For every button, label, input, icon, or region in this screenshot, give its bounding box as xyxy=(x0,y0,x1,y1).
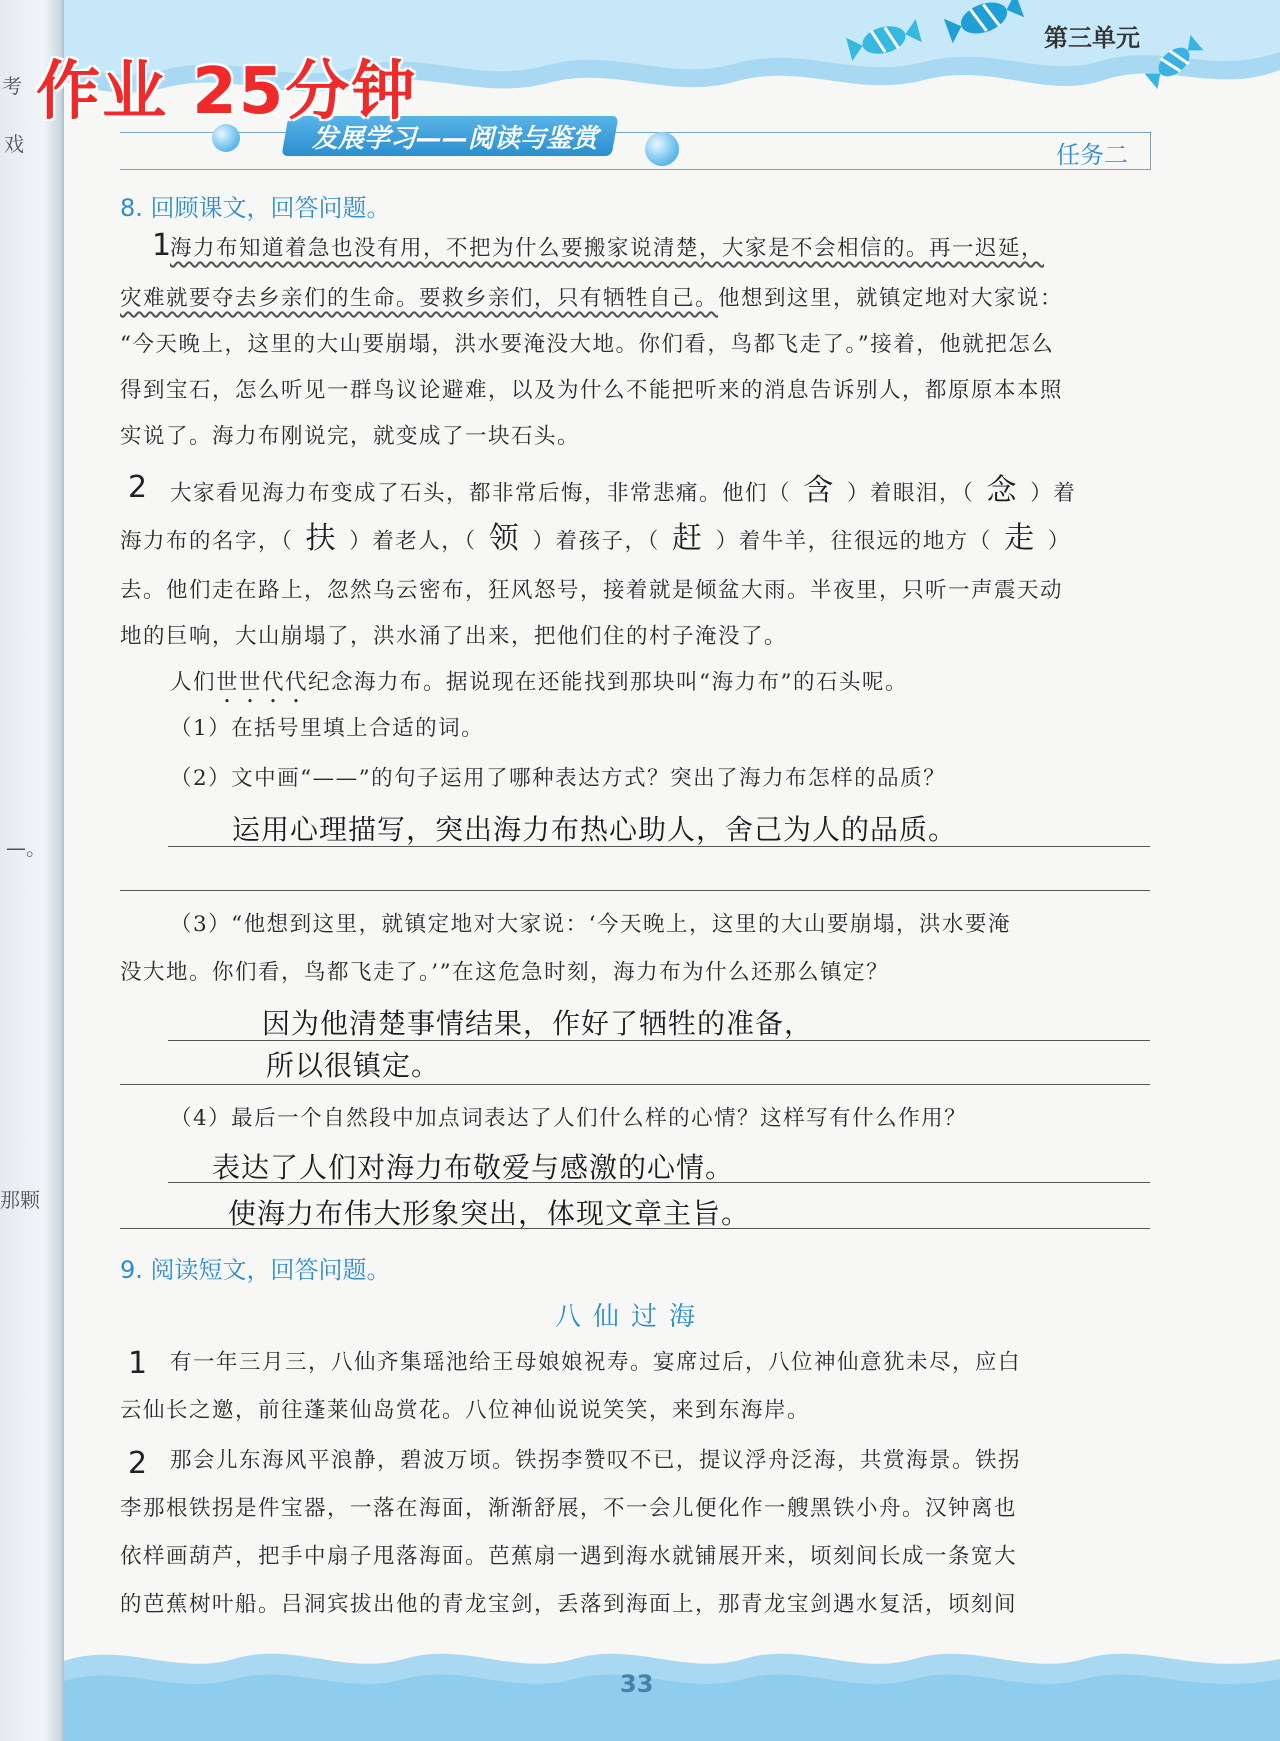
handwritten-answer: 使海力布伟大形象突出，体现文章主旨。 xyxy=(228,1197,751,1230)
question-8-heading: 8. 回顾课文，回答问题。 xyxy=(120,194,391,222)
passage-line: 得到宝石，怎么听见一群鸟议论避难，以及为什么不能把听来的消息告诉别人，都原原本本照 xyxy=(120,378,1064,403)
passage-line: 云仙长之邀，前往蓬莱仙岛赏花。八位神仙说说笑笑，来到东海岸。 xyxy=(120,1398,811,1423)
passage-line: 人们世世代代纪念海力布。据说现在还能找到那块叫“海力布”的石头呢。 xyxy=(170,670,909,695)
passage-line: 地的巨响，大山崩塌了，洪水涌了出来，把他们住的村子淹没了。 xyxy=(120,624,788,649)
sub-question-1: （1）在括号里填上合适的词。 xyxy=(170,716,485,741)
answer-line xyxy=(168,1040,1150,1041)
passage-line: 的芭蕉树叶船。吕洞宾拔出他的青龙宝剑，丢落到海面上，那青龙宝剑遇水复活，顷刻间 xyxy=(120,1592,1018,1617)
fill-blank-answer: 含 xyxy=(803,473,835,508)
section-rule xyxy=(120,132,1151,170)
bottom-wave-decoration xyxy=(64,1601,1280,1741)
page-number: 33 xyxy=(620,1670,654,1698)
dotted-words: 世世代代 xyxy=(216,670,309,695)
sub-question-4: （4）最后一个自然段中加点词表达了人们什么样的心情？这样写有什么作用？ xyxy=(170,1106,968,1131)
passage-line xyxy=(170,234,1150,264)
bubble-decoration xyxy=(645,132,679,166)
passage-line: 有一年三月三，八仙齐集瑶池给王母娘娘祝寿。宴席过后，八位神仙意犹未尽，应白 xyxy=(170,1350,1022,1375)
homework-time-overlay: 作业 25分钟 xyxy=(36,55,418,129)
answer-line xyxy=(168,846,1150,847)
passage-line: 实说了。海力布刚说完，就变成了一块石头。 xyxy=(120,424,581,449)
question-9-heading: 9. 阅读短文，回答问题。 xyxy=(120,1256,391,1284)
paragraph-number-handwritten: 1 xyxy=(128,1346,148,1381)
sub-question-3: 没大地。你们看，鸟都飞走了。’”在这危急时刻，海力布为什么还那么镇定？ xyxy=(120,960,890,985)
fill-blank-answer: 走 xyxy=(1004,521,1036,556)
paragraph-number-handwritten: 2 xyxy=(128,1446,148,1481)
underlined-sentence: 海力布知道着急也没有用，不把为什么要搬家说清楚，大家是不会相信的。再一迟延， xyxy=(170,236,1045,261)
story-title: 八仙过海 xyxy=(555,1302,708,1332)
paragraph-number-handwritten: 2 xyxy=(128,470,148,505)
answer-line xyxy=(120,890,1150,891)
section-banner-title: 发展学习——阅读与鉴赏 xyxy=(311,124,598,154)
passage-line: 依样画葫芦，把手中扇子甩落海面。芭蕉扇一遇到海水就铺展开来，顷刻间长成一条宽大 xyxy=(120,1544,1018,1569)
handwritten-answer: 因为他清楚事情结果，作好了牺牲的准备， xyxy=(262,1007,814,1040)
previous-page-edge xyxy=(0,0,64,1741)
answer-line xyxy=(168,1182,1150,1183)
passage-line: 去。他们走在路上，忽然乌云密布，狂风怒号，接着就是倾盆大雨。半夜里，只听一声震天动 xyxy=(120,578,1064,603)
fill-blank-answer: 领 xyxy=(488,521,521,556)
sub-question-2: （2）文中画“——”的句子运用了哪种表达方式？突出了海力布怎样的品质？ xyxy=(170,766,947,791)
passage-line: 海力布的名字，（ 扶 ）着老人，（ 领 ）着孩子，（ 赶 ）着牛羊，往很远的地方（ 走 ） xyxy=(120,521,1071,556)
margin-fragment: 考 xyxy=(2,74,22,98)
handwritten-answer: 所以很镇定。 xyxy=(266,1049,441,1082)
handwritten-answer: 运用心理描写，突出海力布热心助人，舍己为人的品质。 xyxy=(232,813,958,846)
passage-line: 大家看见海力布变成了石头，都非常后悔，非常悲痛。他们（ 含 ）着眼泪，（ 念 ）着 xyxy=(170,473,1077,508)
fill-blank-answer: 赶 xyxy=(672,521,704,556)
passage-line: “今天晚上，这里的大山要崩塌，洪水要淹没大地。你们看，鸟都飞走了。”接着，他就把怎么 xyxy=(120,332,1055,357)
unit-label: 第三单元 xyxy=(1044,24,1140,52)
margin-fragment: 戏 xyxy=(4,132,24,156)
handwritten-answer: 表达了人们对海力布敬爱与感激的心情。 xyxy=(212,1151,735,1184)
passage-line: 李那根铁拐是件宝器，一落在海面，渐渐舒展，不一会儿便化作一艘黑铁小舟。汉钟离也 xyxy=(120,1496,1018,1521)
fill-blank-answer: 扶 xyxy=(305,521,338,556)
answer-line xyxy=(120,1228,1150,1229)
passage-line: 灾难就要夺去乡亲们的生命。要救乡亲们，只有牺牲自己。他想到这里，就镇定地对大家说： xyxy=(120,286,1064,311)
sub-question-3: （3）“他想到这里，就镇定地对大家说：‘今天晚上，这里的大山要崩塌，洪水要淹 xyxy=(170,912,1012,937)
margin-fragment: —。 xyxy=(6,836,46,860)
paragraph-number-handwritten: 1 xyxy=(152,228,172,263)
fill-blank-answer: 念 xyxy=(986,473,1019,508)
answer-line xyxy=(120,1084,1150,1085)
task-label: 任务二 xyxy=(1056,141,1128,169)
underlined-sentence: 灾难就要夺去乡亲们的生命。要救乡亲们，只有牺牲自己。 xyxy=(120,286,719,311)
margin-fragment: 那颗 xyxy=(0,1188,40,1212)
passage-line: 那会儿东海风平浪静，碧波万顷。铁拐李赞叹不已，提议浮舟泛海，共赏海景。铁拐 xyxy=(170,1448,1022,1473)
